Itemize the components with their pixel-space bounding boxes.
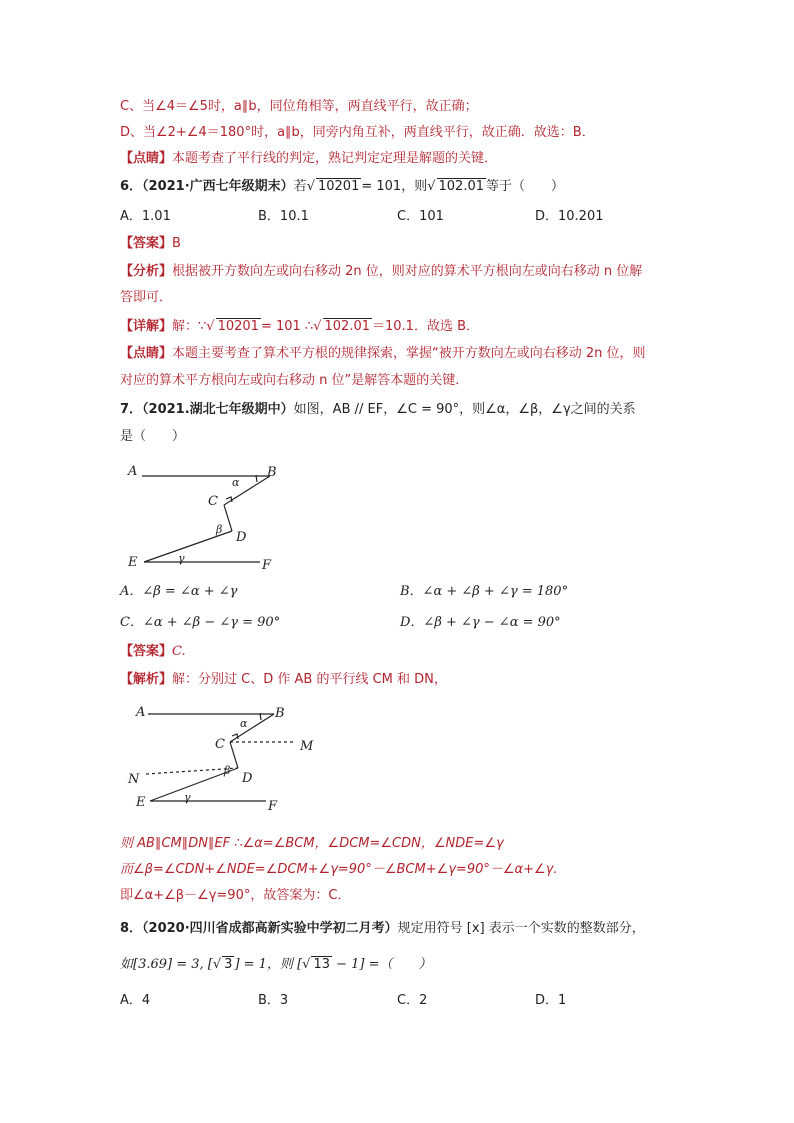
q8-stem-text: 规定用符号 [x] 表示一个实数的整数部分， xyxy=(397,921,645,936)
fig1-label-e: E xyxy=(128,555,138,570)
q6-comment xyxy=(120,343,680,365)
q7-stem-line2: 是（ ） xyxy=(120,429,186,444)
q6-detail-radicand-2: 102.01 xyxy=(324,319,370,334)
fig2-label-e: E xyxy=(136,795,146,810)
fig1-label-d: D xyxy=(236,530,247,545)
q5-option-d-explanation: D、当∠2+∠4＝180°时，a∥b，同旁内角互补，两直线平行，故正确．故选：B． xyxy=(120,125,595,140)
q7-solution-line1: 则 AB∥CM∥DN∥EF ∴∠α=∠BCM，∠DCM=∠CDN，∠NDE=∠γ xyxy=(120,836,504,851)
q6-detail-post: ＝10.1．故选 B． xyxy=(372,319,479,334)
q6-comment-tag: 【点睛】 xyxy=(120,346,173,361)
q6-comment-line2: 对应的算术平方根向左或向右移动 n 位”是解答本题的关键． xyxy=(120,373,469,388)
q6-option-b: B．10.1 xyxy=(258,209,309,224)
q6-detail-pre: 解：∵ xyxy=(172,319,207,334)
q6-option-c: C．101 xyxy=(397,209,444,224)
fig2-label-c: C xyxy=(215,737,225,752)
q6-radicand-2: 102.01 xyxy=(438,179,484,194)
q6-analysis-line1: 根据被开方数向左或向右移动 2n 位，则对应的算术平方根向左或向右移动 n 位解 xyxy=(172,264,643,279)
fig2-label-n: N xyxy=(128,772,140,787)
q8-option-c: C．2 xyxy=(397,993,428,1008)
q8-stem2-post: − 1] =（ ） xyxy=(332,957,432,972)
q8-radicand-2: 13 xyxy=(313,957,330,972)
q8-stem2-pre: 如[3.69] = 3, [ xyxy=(120,957,213,972)
q7-option-b: B．∠α + ∠β + ∠γ = 180° xyxy=(400,584,569,599)
fig1-label-c: C xyxy=(208,494,218,509)
q5-option-c-explanation: C、当∠4＝∠5时，a∥b，同位角相等，两直线平行，故正确； xyxy=(120,99,478,114)
fig2-label-gamma: γ xyxy=(184,791,191,804)
q7-number: 7． xyxy=(120,402,143,417)
q8-number: 8． xyxy=(120,921,143,936)
q8-radicand-1: 3 xyxy=(224,957,233,972)
q5-comment-tag: 【点睛】 xyxy=(120,151,173,166)
q6-detail-mid: = 101 ∴ xyxy=(260,319,314,334)
q5-comment-text: 本题考查了平行线的判定，熟记判定定理是解题的关键． xyxy=(172,151,498,166)
fig2-label-alpha: α xyxy=(240,717,248,730)
fig1-label-gamma: γ xyxy=(178,552,185,565)
q6-stem-pre: 若 xyxy=(293,179,307,194)
q7-option-a: A．∠β = ∠α + ∠γ xyxy=(120,584,238,599)
fig1-label-alpha: α xyxy=(232,476,240,489)
q6-source: （2021·广西七年级期末） xyxy=(142,179,294,194)
q6-stem: 6．（2021·广西七年级期末）若√ 10201 = 101，则√ 102.01 等于（ ） xyxy=(120,179,565,194)
q7-stem-line1 xyxy=(120,399,680,421)
q7-option-c: C．∠α + ∠β − ∠γ = 90° xyxy=(120,615,281,630)
q7-answer-tag: 【答案】 xyxy=(120,644,173,659)
q6-answer-value: B xyxy=(172,236,181,251)
q6-eq1-rest: = 101 xyxy=(361,179,402,194)
fig2-label-beta: β xyxy=(224,764,231,777)
q6-detail: 【详解】解：∵√ 10201 = 101 ∴√ 102.01 ＝10.1．故选 B． xyxy=(120,319,479,334)
q7-answer-value: C. xyxy=(172,644,186,659)
q5-comment xyxy=(120,148,680,170)
q7-analysis-text: 解：分别过 C、D 作 AB 的平行线 CM 和 DN， xyxy=(172,672,447,687)
fig1-label-b: B xyxy=(267,465,277,480)
q8-option-b: B．3 xyxy=(258,993,289,1008)
q6-stem-mid: ，则 xyxy=(401,179,428,194)
q6-answer-tag: 【答案】 xyxy=(120,236,173,251)
q6-radicand-1: 10201 xyxy=(317,179,360,194)
q8-option-d: D．1 xyxy=(535,993,567,1008)
fig2-label-m: M xyxy=(300,739,314,754)
q6-analysis-line2: 答即可． xyxy=(120,290,173,305)
q7-answer xyxy=(120,641,680,663)
q7-option-d: D．∠β + ∠γ − ∠α = 90° xyxy=(400,615,561,630)
q7-figure-1 xyxy=(120,455,290,577)
q7-analysis xyxy=(120,669,680,691)
q8-option-a: A．4 xyxy=(120,993,151,1008)
q6-option-a: A．1.01 xyxy=(120,209,171,224)
q7-stem-text: 如图，AB // EF，∠C = 90°，则∠α，∠β，∠γ之间的关系 xyxy=(293,402,636,417)
q8-source: （2020·四川省成都高新实验中学初二月考） xyxy=(142,921,398,936)
q6-number: 6． xyxy=(120,179,143,194)
q6-detail-radicand-1: 10201 xyxy=(217,319,259,334)
fig1-label-a: A xyxy=(128,464,138,479)
q6-comment-line1: 本题主要考查了算术平方根的规律探索，掌握“被开方数向左或向右移动 2n 位，则 xyxy=(172,346,646,361)
q8-stem-line1 xyxy=(120,918,680,940)
fig2-label-d: D xyxy=(242,771,253,786)
fig2-label-b: B xyxy=(275,706,285,721)
q7-figure-2 xyxy=(120,700,330,818)
q6-analysis-tag: 【分析】 xyxy=(120,264,173,279)
fig1-label-beta: β xyxy=(216,523,223,536)
q6-option-d: D．10.201 xyxy=(535,209,604,224)
q8-stem2-mid: ] = 1，则 [ xyxy=(234,957,303,972)
fig1-label-f: F xyxy=(262,558,272,573)
q7-source: （2021.湖北七年级期中） xyxy=(142,402,294,417)
fig2-label-f: F xyxy=(268,799,278,814)
q7-analysis-tag: 【解析】 xyxy=(120,672,173,687)
q6-stem-post: 等于（ ） xyxy=(486,179,565,194)
q6-answer xyxy=(120,233,680,255)
q8-stem-line2: 如[3.69] = 3, [√ 3 ] = 1，则 [√ 13 − 1] =（ ） xyxy=(120,957,432,972)
fig2-label-a: A xyxy=(136,705,146,720)
q6-analysis xyxy=(120,261,680,283)
q7-solution-line3: 即∠α+∠β－∠γ=90°，故答案为：C． xyxy=(120,888,351,903)
q6-detail-tag: 【详解】 xyxy=(120,319,173,334)
q7-solution-line2: 而∠β=∠CDN+∠NDE=∠DCM+∠γ=90°－∠BCM+∠γ=90°－∠α+∠γ. xyxy=(120,862,558,877)
